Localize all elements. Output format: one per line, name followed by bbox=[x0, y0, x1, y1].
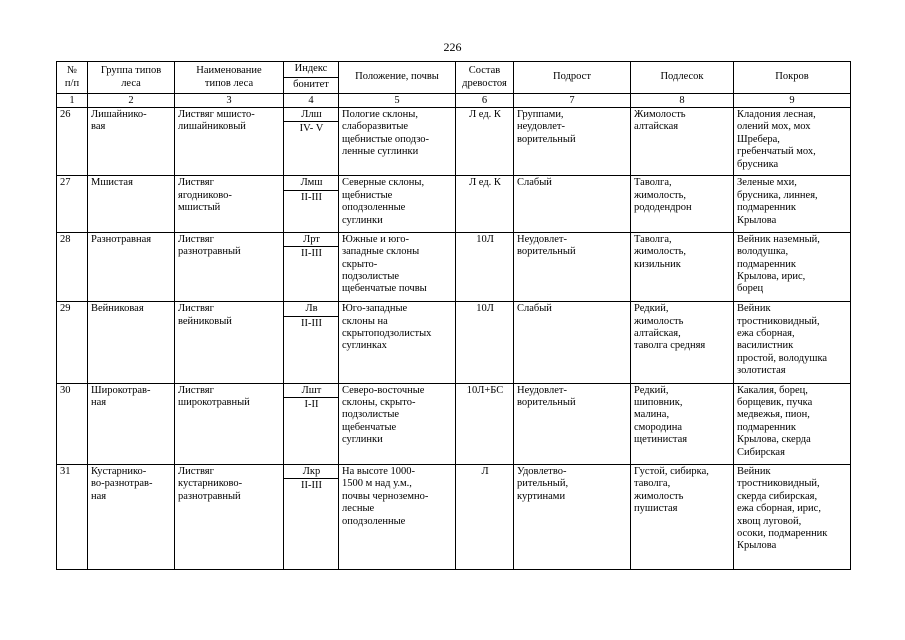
forest-group: Кустарнико- во-разнотрав- ная bbox=[88, 465, 175, 570]
undergrowth: Удовлетво- рительный, куртинами bbox=[514, 465, 631, 570]
column-number-row bbox=[57, 94, 851, 108]
forest-type-name: Листвяг разнотравный bbox=[175, 232, 284, 301]
forest-type-name: Листвяг мшисто- лишайниковый bbox=[175, 108, 284, 176]
undergrowth: Слабый bbox=[514, 176, 631, 232]
stand-composition: Л ед. К bbox=[456, 176, 514, 232]
column-number: 3 bbox=[175, 94, 284, 108]
header-composition: Состав древостоя bbox=[456, 62, 514, 94]
ground-cover: Кладония лесная, олений мох, мох Шребера, гребенчатый мох, брусника bbox=[734, 108, 851, 176]
column-number: 9 bbox=[734, 94, 851, 108]
column-number: 6 bbox=[456, 94, 514, 108]
forest-index: Ллш bbox=[284, 108, 339, 122]
column-number: 2 bbox=[88, 94, 175, 108]
row-number: 31 bbox=[57, 465, 88, 570]
position-soils: На высоте 1000- 1500 м над у.м., почвы черноземно- лесные оподзоленные bbox=[339, 465, 456, 570]
header-num: № п/п bbox=[57, 62, 88, 94]
undergrowth: Слабый bbox=[514, 302, 631, 383]
header-cover: Покров bbox=[734, 62, 851, 94]
row-number: 29 bbox=[57, 302, 88, 383]
bonitet-class: II-III bbox=[284, 316, 339, 383]
table-row bbox=[57, 108, 851, 122]
ground-cover: Какалия, борец, борщевик, пучка медвежья, пион, подмаренник Крылова, скерда Сибирская bbox=[734, 383, 851, 464]
column-number: 7 bbox=[514, 94, 631, 108]
shrub-layer: Густой, сибирка, таволга, жимолость пушистая bbox=[631, 465, 734, 570]
shrub-layer: Таволга, жимолость, рододендрон bbox=[631, 176, 734, 232]
bonitet-class: II-III bbox=[284, 190, 339, 232]
bonitet-class: I-II bbox=[284, 398, 339, 465]
ground-cover: Вейник тростниковидный, ежа сборная, василистник простой, володушка золотистая bbox=[734, 302, 851, 383]
forest-index: Лв bbox=[284, 302, 339, 316]
row-number: 28 bbox=[57, 232, 88, 301]
header-position: Положение, почвы bbox=[339, 62, 456, 94]
header-bonitet: бонитет bbox=[284, 78, 339, 94]
column-number: 4 bbox=[284, 94, 339, 108]
forest-type-name: Листвяг ягодниково- мшистый bbox=[175, 176, 284, 232]
bonitet-class: II-III bbox=[284, 247, 339, 302]
header-shrubs: Подлесок bbox=[631, 62, 734, 94]
table-header bbox=[57, 62, 851, 108]
forest-index: Лмш bbox=[284, 176, 339, 190]
forest-group: Разнотравная bbox=[88, 232, 175, 301]
row-number: 26 bbox=[57, 108, 88, 176]
undergrowth: Неудовлет- ворительный bbox=[514, 383, 631, 464]
table-row bbox=[57, 302, 851, 316]
undergrowth: Неудовлет- ворительный bbox=[514, 232, 631, 301]
ground-cover: Зеленые мхи, брусника, линнея, подмаренник Крылова bbox=[734, 176, 851, 232]
forest-index: Лшт bbox=[284, 383, 339, 397]
page-number: 226 bbox=[443, 40, 462, 54]
stand-composition: 10Л bbox=[456, 302, 514, 383]
forest-group: Лишайнико- вая bbox=[88, 108, 175, 176]
forest-group: Широкотрав- ная bbox=[88, 383, 175, 464]
header-undergrowth: Подрост bbox=[514, 62, 631, 94]
stand-composition: Л ед. К bbox=[456, 108, 514, 176]
forest-index: Лрт bbox=[284, 232, 339, 246]
forest-index: Лкр bbox=[284, 465, 339, 479]
table-row bbox=[57, 176, 851, 190]
header-name: Наименование типов леса bbox=[175, 62, 284, 94]
column-number: 1 bbox=[57, 94, 88, 108]
shrub-layer: Редкий, шиповник, малина, смородина щетинистая bbox=[631, 383, 734, 464]
position-soils: Северные склоны, щебнистые оподзоленные суглинки bbox=[339, 176, 456, 232]
undergrowth: Группами, неудовлет- ворительный bbox=[514, 108, 631, 176]
position-soils: Пологие склоны, слаборазвитые щебнистые оподзо- ленные суглинки bbox=[339, 108, 456, 176]
stand-composition: 10Л+БС bbox=[456, 383, 514, 464]
column-number: 5 bbox=[339, 94, 456, 108]
shrub-layer: Жимолость алтайская bbox=[631, 108, 734, 176]
table-row bbox=[57, 465, 851, 479]
position-soils: Южные и юго- западные склоны скрыто- подзолистые щебенчатые почвы bbox=[339, 232, 456, 301]
row-number: 30 bbox=[57, 383, 88, 464]
shrub-layer: Таволга, жимолость, кизильник bbox=[631, 232, 734, 301]
header-group: Группа типов леса bbox=[88, 62, 175, 94]
ground-cover: Вейник тростниковидный, скерда сибирская, ежа сборная, ирис, хвощ луговой, осоки, подмаренник Крылова bbox=[734, 465, 851, 570]
forest-type-name: Листвяг кустарниково- разнотравный bbox=[175, 465, 284, 570]
position-soils: Северо-восточные склоны, скрыто- подзолистые щебенчатые суглинки bbox=[339, 383, 456, 464]
forest-group: Вейниковая bbox=[88, 302, 175, 383]
row-number: 27 bbox=[57, 176, 88, 232]
forest-types-table bbox=[56, 61, 851, 570]
bonitet-class: IV- V bbox=[284, 122, 339, 176]
stand-composition: Л bbox=[456, 465, 514, 570]
header-index: Индекс bbox=[284, 62, 339, 78]
forest-type-name: Листвяг вейниковый bbox=[175, 302, 284, 383]
table-body bbox=[57, 108, 851, 570]
position-soils: Юго-западные склоны на скрытоподзолистых суглинках bbox=[339, 302, 456, 383]
table-row bbox=[57, 383, 851, 397]
stand-composition: 10Л bbox=[456, 232, 514, 301]
ground-cover: Вейник наземный, володушка, подмаренник Крылова, ирис, борец bbox=[734, 232, 851, 301]
forest-type-name: Листвяг широкотравный bbox=[175, 383, 284, 464]
table-row bbox=[57, 232, 851, 246]
forest-group: Мшистая bbox=[88, 176, 175, 232]
bonitet-class: II-III bbox=[284, 479, 339, 570]
shrub-layer: Редкий, жимолость алтайская, таволга средняя bbox=[631, 302, 734, 383]
column-number: 8 bbox=[631, 94, 734, 108]
